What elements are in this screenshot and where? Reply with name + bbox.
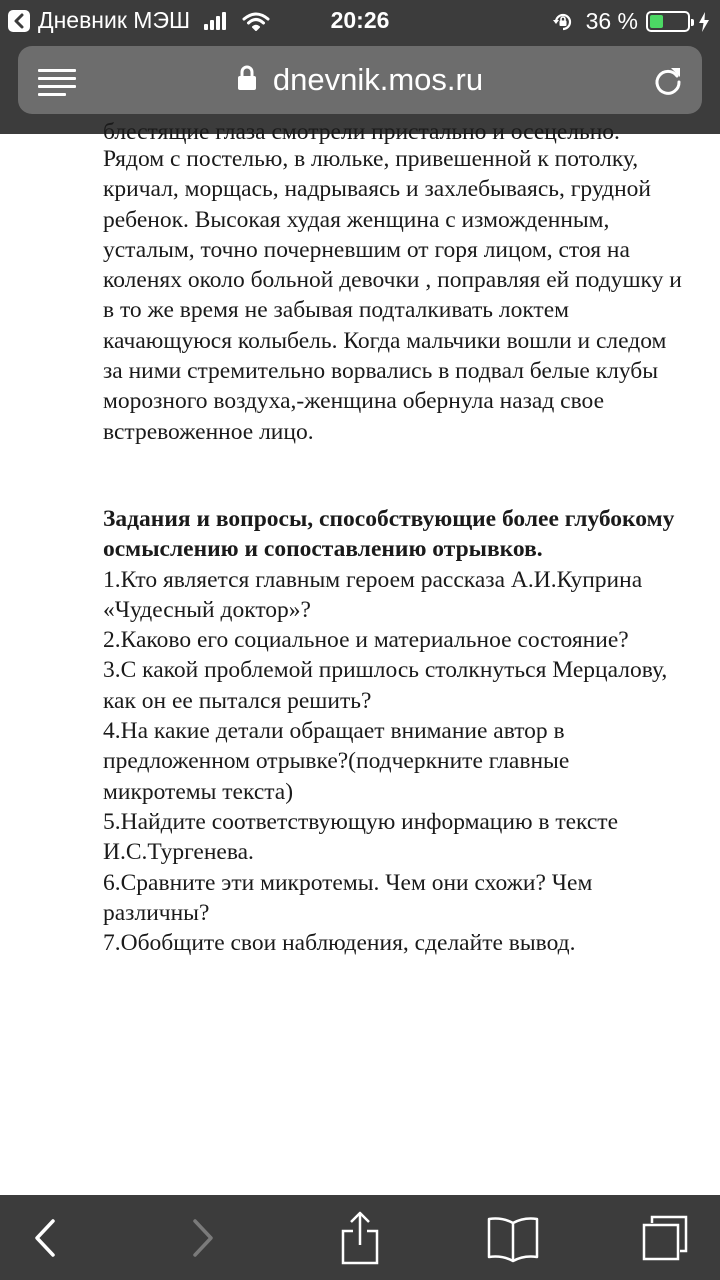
status-right bbox=[552, 8, 710, 35]
back-to-app-label[interactable]: Дневник МЭШ bbox=[38, 7, 191, 33]
bookmarks-icon bbox=[486, 1215, 540, 1261]
task-item: 1.Кто является главным героем рассказа А.И.Куприна «Чудесный доктор»? bbox=[103, 566, 643, 623]
url-display[interactable] bbox=[18, 46, 702, 114]
forward-icon bbox=[191, 1218, 215, 1258]
task-item: 4.На какие детали обращает внимание автор в предложенном отрывке?(подчеркните главные микротемы текста) bbox=[103, 718, 570, 805]
page-content[interactable] bbox=[0, 119, 720, 1195]
lock-icon bbox=[237, 65, 257, 91]
partial-text-line: блестящие глаза смотрели пристально и осецельно. bbox=[103, 119, 620, 145]
battery-fill bbox=[650, 15, 663, 28]
share-icon bbox=[339, 1211, 381, 1265]
reload-icon[interactable] bbox=[652, 64, 684, 96]
url-field[interactable] bbox=[18, 46, 702, 114]
charging-bolt-icon bbox=[698, 12, 710, 32]
forward-button[interactable] bbox=[158, 1195, 248, 1280]
url-text[interactable]: dnevnik.mos.ru bbox=[272, 62, 484, 97]
status-bar bbox=[0, 0, 720, 40]
battery-icon bbox=[646, 11, 690, 32]
status-time: 20:26 bbox=[330, 7, 390, 33]
tabs-button[interactable] bbox=[620, 1195, 710, 1280]
task-item: 6.Сравните эти микротемы. Чем они схожи? Чем различны? bbox=[103, 869, 593, 926]
task-item: 2.Каково его социальное и материальное состояние? bbox=[103, 627, 629, 654]
tasks-section bbox=[103, 504, 683, 958]
bookmarks-button[interactable] bbox=[468, 1195, 558, 1280]
browser-toolbar bbox=[0, 1195, 720, 1280]
story-passage: Рядом с постелью, в люльке, привешенной к потолку, кричал, морщась, надрываясь и захлебываясь, грудной ребенок. Высокая худая женщина с изможденным, усталым, точно почерневшим от горя лицом, стоя на коленях около больной девочки , поправляя ей подушку и в то же время не забывая подталкивать локтем качающуюся колыбель. Когда мальчики вошли и следом за ними стремительно ворвались в подвал белые клубы морозного воздуха,-женщина обернула назад свое встревоженное лицо. bbox=[103, 146, 682, 445]
tabs-icon bbox=[640, 1213, 690, 1263]
battery-percent: 36 % bbox=[585, 8, 638, 34]
task-item: 5.Найдите соответствующую информацию в тексте И.С.Тургенева. bbox=[103, 808, 619, 866]
task-item: 7.Обобщите свои наблюдения, сделайте вывод. bbox=[103, 930, 576, 957]
share-button[interactable] bbox=[315, 1195, 405, 1280]
back-button[interactable] bbox=[0, 1195, 90, 1280]
task-item: 3.С какой проблемой пришлось столкнуться Мерцалову, как он ее пытался решить? bbox=[103, 657, 668, 714]
rotation-lock-icon bbox=[552, 11, 574, 33]
back-icon bbox=[33, 1218, 57, 1258]
tasks-heading: Задания и вопросы, способствующие более глубокому осмыслению и сопоставлению отрывков. bbox=[103, 506, 675, 563]
